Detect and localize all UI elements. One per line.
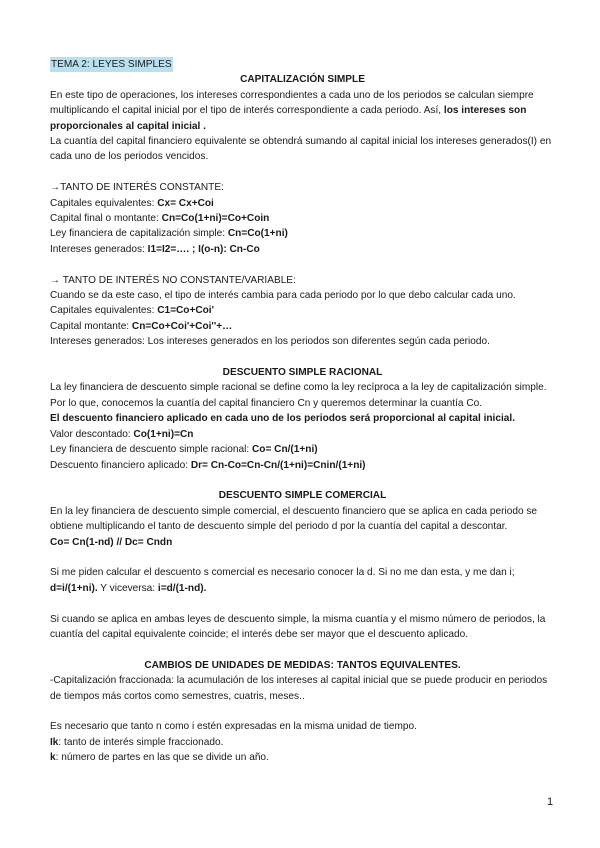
paragraph-cambios-2: Es necesario que tanto n como i estén expresadas en la misma unidad de tiempo. xyxy=(50,721,417,733)
bold-text: los intereses son proporcionales al capital inicial . xyxy=(50,105,527,132)
line-k-definition xyxy=(50,750,555,765)
line-ley-capitalizacion xyxy=(50,226,555,241)
paragraph-cap-simple-1 xyxy=(50,88,555,134)
line-intereses-variable: Intereses generados: Los intereses generados en los periodos son diferentes según cada periodo. xyxy=(50,336,490,348)
text-span: En este tipo de operaciones, los intereses correspondientes a cada uno de los periodos se calculan siempre multiplicando el capital inicial por el tipo de interés correspondiente a cada periodo. Así, xyxy=(50,89,534,117)
text-span: : tanto de interés simple fraccionado. xyxy=(58,736,224,748)
label-text: Capital final o montante: xyxy=(50,213,162,225)
formula: d=i/(1+ni). xyxy=(50,582,98,594)
heading-descuento-comercial: DESCUENTO SIMPLE COMERCIAL xyxy=(218,490,387,502)
label-text: Ley financiera de descuento simple racional: xyxy=(50,444,252,456)
line-capital-final xyxy=(50,211,555,226)
formula: Cn=Co(1+ni)=Co+Coin xyxy=(161,213,270,225)
text-span: Y viceversa: xyxy=(97,582,158,594)
text-span: Si me piden calcular el descuento s comercial es necesario conocer la d. Si no me dan esta, y me dan i; xyxy=(50,567,515,579)
formula: Dr= Cn-Co=Cn-Cn/(1+ni)=Cnin/(1+ni) xyxy=(190,459,366,471)
line-ik-definition xyxy=(50,735,555,750)
paragraph-comercial-3: Si cuando se aplica en ambas leyes de descuento simple, la misma cuantía y el mismo número de periodos, la cuantía del capital equivalente coincide; el interés debe ser mayor que el descuento aplicado. xyxy=(50,613,546,640)
paragraph-cambios-1: -Capitalización fraccionada: la acumulación de los intereses al capital inicial que se puede producir en periodos de tiempos más cortos como semestres, cuatris, meses.. xyxy=(50,675,548,702)
formula: I1=I2=…. ; I(o-n): Cn-Co xyxy=(147,243,260,255)
paragraph-cap-simple-2: La cuantía del capital financiero equivalente se obtendrá sumando al capital inicial los intereses generados(I) en cada uno de los periodos vencidos. xyxy=(50,136,552,163)
label-text: Intereses generados: xyxy=(50,243,148,255)
label-text: Capital montante: xyxy=(50,320,132,332)
paragraph-comercial-2 xyxy=(50,565,555,596)
paragraph-racional-1: La ley financiera de descuento simple racional se define como la ley recíproca a la ley de capitalización simple. Por lo que, conocemos la cuantía del capital financiero Cn y queremos determinar la cuantía Co. xyxy=(50,382,547,409)
term: Ik xyxy=(50,736,59,748)
line-intereses-generados xyxy=(50,242,555,257)
formula: Co= Cn/(1+ni) xyxy=(252,444,318,456)
paragraph-racional-2 xyxy=(50,411,555,426)
formula: C1=Co+Coi' xyxy=(157,305,214,317)
heading-tanto-constante: →TANTO DE INTERÉS CONSTANTE: xyxy=(50,182,224,194)
line-ley-descuento-racional xyxy=(50,442,555,457)
line-capital-montante xyxy=(50,319,555,334)
line-descuento-aplicado xyxy=(50,458,555,473)
formula: Cn=Co+Coi'+Coi''+… xyxy=(131,320,233,332)
heading-descuento-racional: DESCUENTO SIMPLE RACIONAL xyxy=(222,367,383,379)
line-capitales-equivalentes-variable xyxy=(50,303,555,318)
heading-capitalizacion-simple: CAPITALIZACIÓN SIMPLE xyxy=(240,74,365,86)
term: k xyxy=(50,752,56,764)
bold-text: El descuento financiero aplicado en cada uno de los periodos será proporcional al capital inicial. xyxy=(50,413,515,425)
page-number: 1 xyxy=(547,796,554,808)
document-body xyxy=(50,57,555,766)
line-comercial-formula xyxy=(50,535,555,550)
formula: i=d/(1-nd). xyxy=(157,582,207,594)
label-text: Capitales equivalentes: xyxy=(50,305,158,317)
heading-tanto-variable: → TANTO DE INTERÉS NO CONSTANTE/VARIABLE: xyxy=(50,274,296,286)
line-capitales-equivalentes xyxy=(50,196,555,211)
paragraph-comercial-1: En la ley financiera de descuento simple comercial, el descuento financiero que se aplica en cada periodo se obtiene multiplicando el tanto de descuento simple del periodo d por la cuantía del capital a descontar. xyxy=(50,505,538,533)
label-text: Valor descontado: xyxy=(50,428,134,440)
formula: Cn=Co(1+ni) xyxy=(227,228,288,240)
formula: Cx= Cx+Coi xyxy=(157,197,214,209)
document-title: TEMA 2: LEYES SIMPLES xyxy=(50,57,173,72)
label-text: Descuento financiero aplicado: xyxy=(50,459,191,471)
label-text: Ley financiera de capitalización simple: xyxy=(50,228,228,240)
formula: Co= Cn(1-nd) // Dc= Cndn xyxy=(50,536,173,548)
label-text: Capitales equivalentes: xyxy=(50,197,158,209)
formula: Co(1+ni)=Cn xyxy=(133,428,194,440)
heading-tantos-equivalentes: CAMBIOS DE UNIDADES DE MEDIDAS: TANTOS EQUIVALENTES. xyxy=(144,659,461,671)
line-variable-intro: Cuando se da este caso, el tipo de interés cambia para cada periodo por lo que debo calcular cada uno. xyxy=(50,290,516,302)
text-span: : número de partes en las que se divide un año. xyxy=(55,752,269,764)
line-valor-descontado xyxy=(50,427,555,442)
